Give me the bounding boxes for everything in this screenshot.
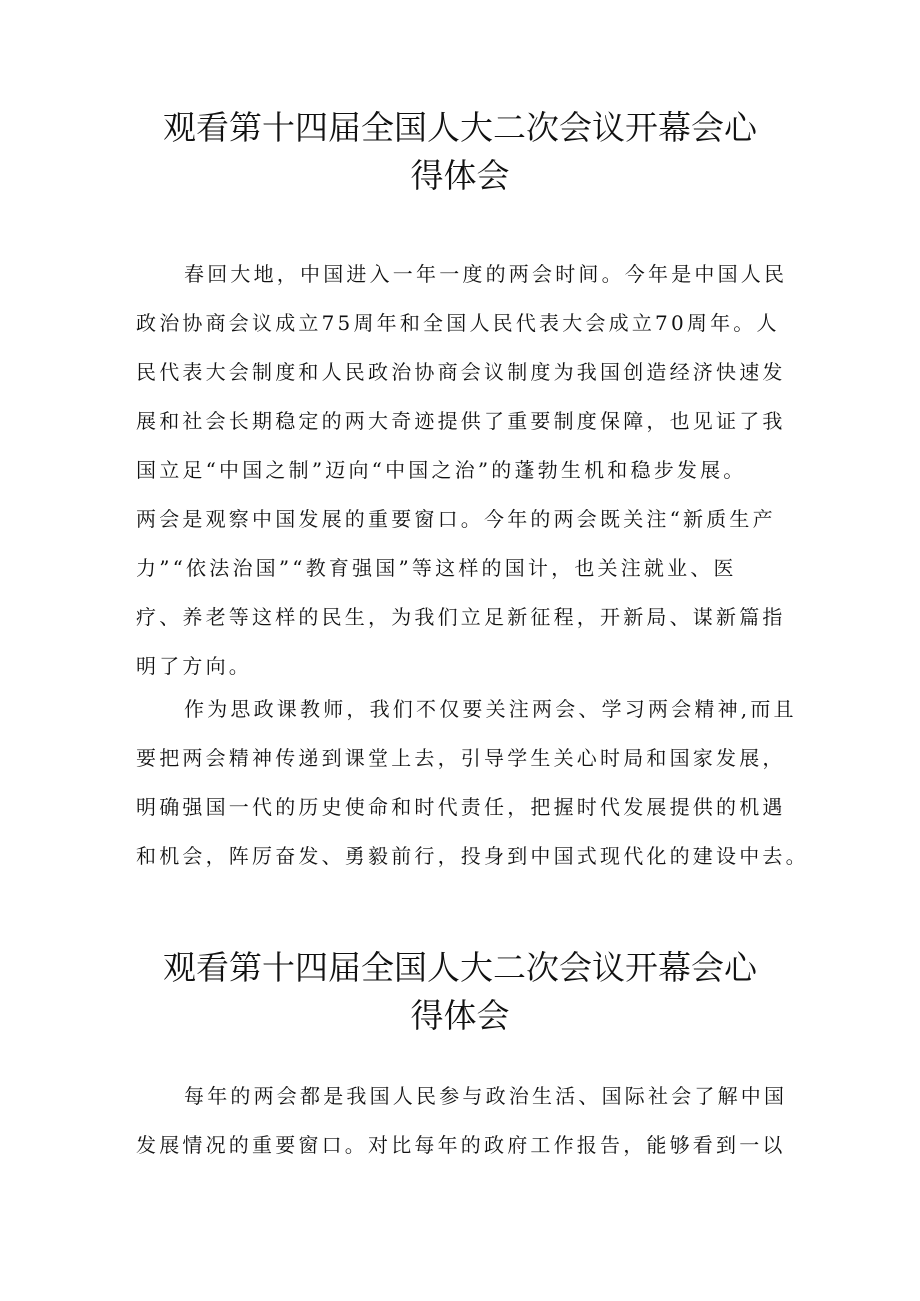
text-line: 展和社会长期稳定的两大奇迹提供了重要制度保障，也见证了我	[136, 409, 786, 433]
text-line: 疗、养老等这样的民生，为我们立足新征程，开新局、谋新篇指	[136, 605, 786, 629]
article-title	[120, 104, 800, 200]
body-paragraph	[136, 685, 809, 881]
text-line: 作为思政课教师，我们不仅要关注两会、学习两会精神,而且	[184, 697, 797, 721]
text-line: 民代表大会制度和人民政治协商会议制度为我国创造经济快速发	[136, 360, 786, 384]
title-line: 得体会	[410, 156, 510, 195]
text-line: 每年的两会都是我国人民参与政治生活、国际社会了解中国	[184, 1084, 788, 1108]
text-line: 力”“依法治国”“教育强国”等这样的国计，也关注就业、医	[136, 556, 737, 580]
text-line: 明了方向。	[136, 654, 252, 678]
text-line: 国立足“中国之制”迈向“中国之治”的蓬勃生机和稳步发展。	[136, 458, 747, 482]
text-line: 明确强国一代的历史使命和时代责任，把握时代发展提供的机遇	[136, 795, 786, 819]
text-line: 春回大地，中国进入一年一度的两会时间。今年是中国人民	[184, 262, 788, 286]
text-line: 要把两会精神传递到课堂上去，引导学生关心时局和国家发展，	[136, 746, 786, 770]
title-line: 得体会	[410, 996, 510, 1035]
text-line: 政治协商会议成立75周年和全国人民代表大会成立70周年。人	[136, 311, 780, 335]
title-line: 观看第十四届全国人大二次会议开幕会心	[163, 108, 757, 147]
body-paragraph	[136, 250, 796, 691]
text-line: 和机会，阵厉奋发、勇毅前行，投身到中国式现代化的建设中去。	[136, 844, 809, 868]
body-paragraph	[136, 1072, 796, 1170]
article-title	[120, 944, 800, 1040]
text-line: 发展情况的重要窗口。对比每年的政府工作报告，能够看到一以	[136, 1133, 786, 1157]
title-line: 观看第十四届全国人大二次会议开幕会心	[163, 948, 757, 987]
text-line: 两会是观察中国发展的重要窗口。今年的两会既关注“新质生产	[136, 507, 776, 531]
